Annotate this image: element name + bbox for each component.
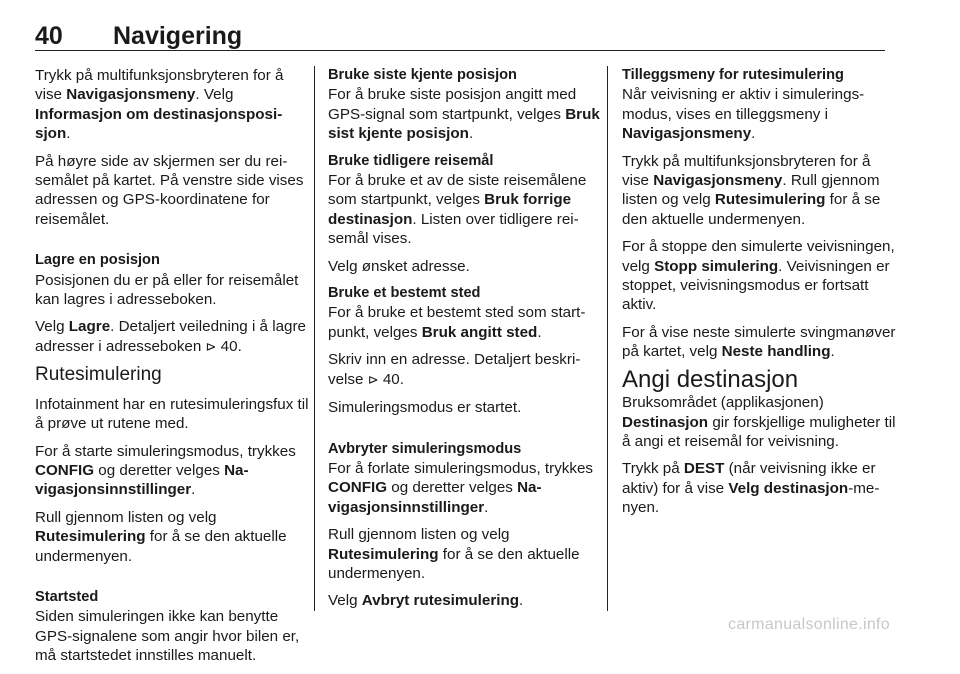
paragraph: Simuleringsmodus er startet. bbox=[328, 399, 522, 417]
paragraph: For å bruke et bestemt sted som startpunkt, velges Bruk angitt sted. bbox=[328, 304, 586, 341]
paragraph: Rull gjennom listen og velg Rutesimulering for å se den aktuelle undermenyen. bbox=[328, 526, 580, 582]
section-heading: Avbryter simuleringsmodus bbox=[328, 440, 522, 457]
column-3 bbox=[622, 66, 897, 526]
paragraph: Siden simuleringen ikke kan benytte GPS-signalene som angir hvor bilen er, må startstedet innstilles manuelt. bbox=[35, 608, 300, 665]
chapter-title: Navigering bbox=[113, 22, 243, 50]
section-heading: Startsted bbox=[35, 588, 99, 605]
paragraph: For å vise neste simulerte svingmanøver på kartet, velg Neste handling. bbox=[622, 323, 896, 361]
page-number: 40 bbox=[35, 22, 63, 50]
column-divider bbox=[607, 66, 608, 611]
page-reference-icon: ⊳ bbox=[205, 339, 217, 355]
paragraph: Posisjonen du er på eller for reisemålet kan lagres i adresseboken. bbox=[35, 271, 299, 309]
section-title: Rutesimulering bbox=[35, 364, 162, 386]
section-heading: Bruke siste kjente posisjon bbox=[328, 67, 517, 83]
paragraph: Infotainment har en rutesimuleringsfux til å prøve ut rutene med. bbox=[35, 395, 309, 433]
paragraph: Velg Avbryt rutesimulering. bbox=[328, 592, 524, 610]
paragraph: Trykk på multifunksjonsbryteren for å vise Navigasjonsmeny. Rull gjennom listen og velg Rutesimulering for å se den aktuelle undermenyen. bbox=[622, 152, 881, 228]
header-rule bbox=[35, 50, 885, 51]
section-heading: Tilleggsmeny for rutesimulering bbox=[622, 67, 844, 83]
paragraph: Destinasjon gir forskjellige muligheter til å angi et reisemål for veivisning. bbox=[622, 413, 896, 450]
paragraph: Velg ønsket adresse. bbox=[328, 257, 470, 275]
column-divider bbox=[314, 66, 315, 611]
paragraph: For å bruke et av de siste reisemålene som startpunkt, velges Bruk forrige destinasjon. Listen over tidligere reisemål vises. bbox=[328, 172, 587, 248]
chapter-section-title: Angi destinasjon bbox=[622, 365, 799, 393]
paragraph: For å bruke siste posisjon angitt med GPS-signal som startpunkt, velges Bruk sist kjente posisjon. bbox=[328, 86, 600, 143]
column-2 bbox=[328, 66, 603, 619]
paragraph: For å starte simuleringsmodus, trykkes CONFIG og deretter velges Navigasjonsinnstillinger. bbox=[35, 442, 296, 499]
subsection-title: Bruksområdet (applikasjonen) bbox=[622, 394, 824, 412]
paragraph: Rull gjennom listen og velg Rutesimulering for å se den aktuelle undermenyen. bbox=[35, 508, 287, 565]
paragraph: På høyre side av skjermen ser du reisemålet på kartet. På venstre side vises adressen og GPS-koordinatene for reisemålet. bbox=[35, 152, 304, 228]
paragraph: Trykk på DEST (når veivisning ikke er aktiv) for å vise Velg destinasjon-menyen. bbox=[622, 460, 880, 517]
column-1 bbox=[35, 66, 310, 674]
section-heading: Bruke et bestemt sted bbox=[328, 285, 481, 302]
section-heading: Lagre en posisjon bbox=[35, 252, 160, 269]
watermark: carmanualsonline.info bbox=[728, 616, 890, 633]
paragraph: Skriv inn en adresse. Detaljert beskrivelse ⊳ 40. bbox=[328, 351, 581, 388]
paragraph: For å stoppe den simulerte veivisningen, velg Stopp simulering. Veivisningen er stoppet, veivisningsmodus er fortsatt aktiv. bbox=[622, 238, 895, 314]
section-heading: Bruke tidligere reisemål bbox=[328, 152, 494, 169]
page-reference-icon: ⊳ bbox=[367, 372, 379, 388]
paragraph: For å forlate simuleringsmodus, trykkes CONFIG og deretter velges Navigasjonsinnstillinger. bbox=[328, 459, 594, 516]
paragraph: Velg Lagre. Detaljert veiledning i å lagre adresser i adresseboken ⊳ 40. bbox=[35, 318, 306, 355]
paragraph: Når veivisning er aktiv i simuleringsmodus, vises en tilleggsmeny i Navigasjonsmeny. bbox=[622, 86, 865, 143]
paragraph: Trykk på multifunksjonsbryteren for å vise Navigasjonsmeny. Velg Informasjon om destinasjonsposisjon. bbox=[35, 67, 284, 143]
